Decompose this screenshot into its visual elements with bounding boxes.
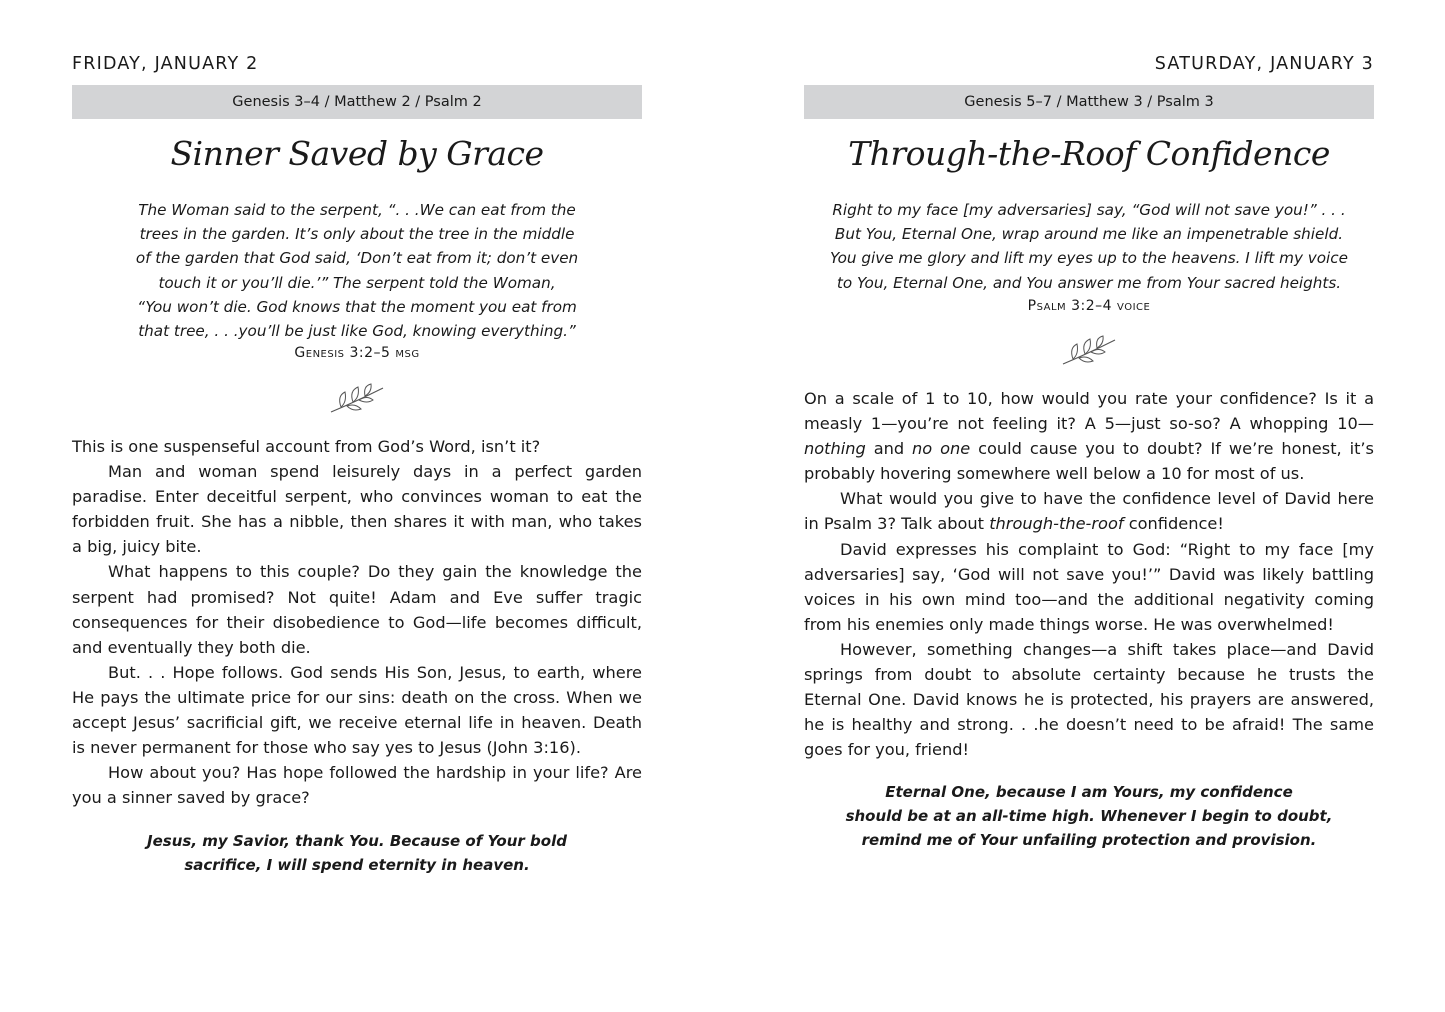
prayer-line: Jesus, my Savior, thank You. Because of Your bold	[147, 832, 567, 850]
verse-line: The Woman said to the serpent, “. . .We can eat from the	[138, 201, 576, 219]
verse-line: But You, Eternal One, wrap around me like an impenetrable shield.	[834, 225, 1344, 244]
text-run: On a scale of 1 to 10, how would you rate your confidence? Is it a measly 1—you’re not feeling it? A 5—just so-so? A whopping 10—	[804, 389, 1374, 434]
prayer-line: remind me of Your unfailing protection and provision.	[861, 831, 1317, 850]
text-run: What would you give to have the confidence level of David here in Psalm 3? Talk about	[804, 489, 1374, 534]
devotion-body	[72, 434, 642, 810]
closing-prayer	[102, 829, 612, 877]
devotion-body	[804, 386, 1374, 762]
verse-line: of the garden that God said, ‘Don’t eat from it; don’t even	[135, 249, 579, 268]
body-paragraph	[804, 386, 1374, 486]
prayer-line: sacrifice, I will spend eternity in heaven.	[184, 856, 530, 875]
emphasis: nothing	[804, 439, 866, 459]
devotion-title: Sinner Saved by Grace	[170, 134, 544, 173]
verse-line: touch it or you’ll die.’” The serpent told the Woman,	[158, 273, 556, 292]
scripture-reference: Psalm 3:2–4 voice	[1027, 298, 1151, 314]
scripture-verse	[824, 198, 1354, 295]
verse-line: that tree, . . .you’ll be just like God, knowing everything.”	[138, 322, 576, 341]
leaf-sprig-icon	[1059, 334, 1119, 370]
emphasis: no one	[912, 439, 971, 459]
page-date: SATURDAY, JANUARY 3	[1154, 54, 1374, 74]
verse-line: trees in the garden. It’s only about the tree in the middle	[139, 225, 575, 244]
text-run: confidence!	[1123, 514, 1224, 534]
text-run: and	[865, 439, 913, 459]
body-paragraph	[804, 486, 1374, 536]
page-date: FRIDAY, JANUARY 2	[72, 54, 259, 74]
body-paragraph: However, something changes—a shift takes place—and David springs from doubt to absolute certainty because he trusts the Eternal One. David knows he is protected, his prayers are answered, he is healthy and strong. . .he doesn’t need to be afraid! The same goes for you, friend!	[804, 639, 1374, 760]
leaf-sprig-icon	[327, 382, 387, 418]
scripture-verse	[92, 198, 622, 343]
devotion-title: Through-the-Roof Confidence	[848, 134, 1330, 173]
body-paragraph: How about you? Has hope followed the hardship in your life? Are you a sinner saved by grace?	[72, 763, 642, 808]
prayer-line: Eternal One, because I am Yours, my confidence	[885, 783, 1293, 801]
verse-line: You give me glory and lift my eyes up to the heavens. I lift my voice	[830, 249, 1348, 268]
body-paragraph: David expresses his complaint to God: “Right to my face [my adversaries] say, ‘God will not save you!’” David was likely battling voices in his own mind too—and the additional negativity coming from his enemies only made things worse. He was overwhelmed!	[804, 539, 1374, 634]
emphasis: through-the-roof	[989, 514, 1124, 534]
verse-line: Right to my face [my adversaries] say, “God will not save you!” . . .	[832, 201, 1346, 219]
scripture-reference: Genesis 3:2–5 msg	[294, 345, 420, 361]
body-paragraph: Man and woman spend leisurely days in a perfect garden paradise. Enter deceitful serpent, who convinces woman to eat the forbidden fruit. She has a nibble, then shares it with man, who takes a big, juicy bite.	[72, 462, 642, 557]
text-run: could cause you to doubt? If we’re honest, it’s probably hovering somewhere well below a 10 for most of us.	[804, 439, 1374, 484]
closing-prayer	[834, 780, 1344, 853]
verse-line: “You won’t die. God knows that the moment you eat from	[137, 297, 577, 316]
prayer-line: should be at an all-time high. Whenever I begin to doubt,	[845, 807, 1333, 826]
verse-line: to You, Eternal One, and You answer me from Your sacred heights.	[836, 273, 1342, 292]
reading-plan-bar: Genesis 3–4 / Matthew 2 / Psalm 2	[72, 85, 642, 119]
body-paragraph: What happens to this couple? Do they gain the knowledge the serpent had promised? Not quite! Adam and Eve suffer tragic consequences for their disobedience to God—life becomes difficult, and eventually they both die.	[72, 562, 642, 657]
body-paragraph: This is one suspenseful account from God’s Word, isn’t it?	[72, 437, 541, 456]
reading-plan-bar: Genesis 5–7 / Matthew 3 / Psalm 3	[804, 85, 1374, 119]
body-paragraph: But. . . Hope follows. God sends His Son, Jesus, to earth, where He pays the ultimate price for our sins: death on the cross. When we accept Jesus’ sacrificial gift, we receive eternal life in heaven. Death is never permanent for those who say yes to Jesus (John 3:16).	[72, 662, 642, 758]
